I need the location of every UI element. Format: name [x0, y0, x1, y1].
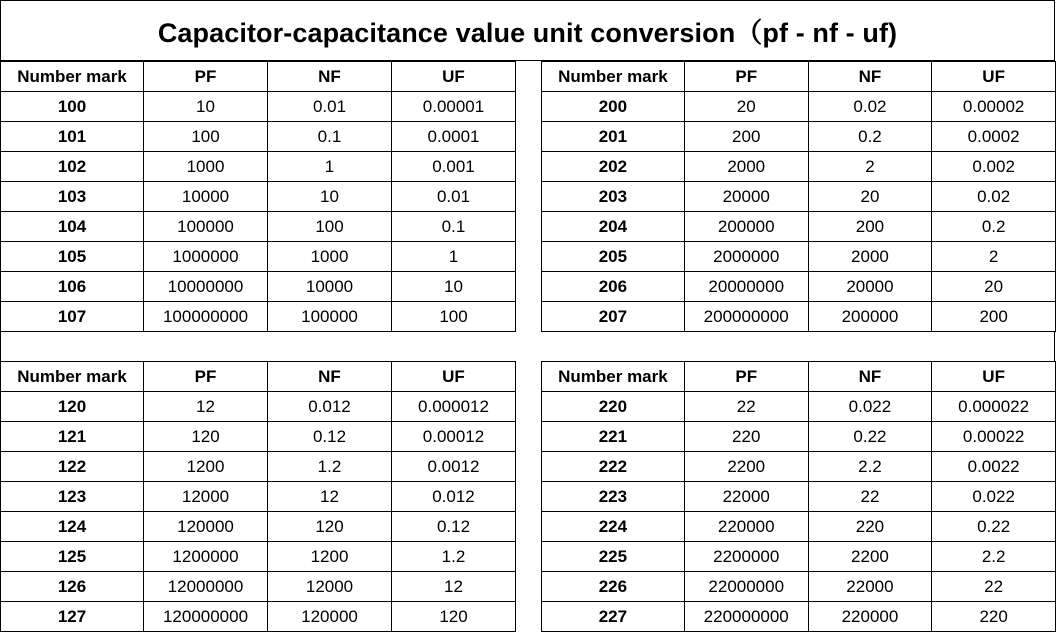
number-mark-cell: 223: [542, 482, 685, 512]
pf-cell: 1000: [144, 152, 268, 182]
table-row: [542, 452, 1056, 482]
column-header: UF: [932, 362, 1056, 392]
number-mark-cell: 106: [1, 272, 144, 302]
number-mark-cell: 204: [542, 212, 685, 242]
nf-cell: 10000: [268, 272, 392, 302]
table-row: [542, 602, 1056, 632]
table-row: [1, 422, 516, 452]
uf-cell: 2: [932, 242, 1056, 272]
nf-cell: 20000: [808, 272, 932, 302]
pf-cell: 1000000: [144, 242, 268, 272]
number-mark-cell: 226: [542, 572, 685, 602]
pf-cell: 12000: [144, 482, 268, 512]
number-mark-cell: 100: [1, 92, 144, 122]
page-title: Capacitor-capacitance value unit conversion（pf - nf - uf): [157, 18, 898, 48]
nf-cell: 1200: [268, 542, 392, 572]
uf-cell: 0.22: [932, 512, 1056, 542]
number-mark-cell: 203: [542, 182, 685, 212]
uf-cell: 0.00001: [392, 92, 516, 122]
column-header: Number mark: [1, 362, 144, 392]
column-header: NF: [808, 362, 932, 392]
nf-cell: 220: [808, 512, 932, 542]
nf-cell: 0.012: [268, 392, 392, 422]
pf-cell: 220000000: [684, 602, 808, 632]
table-header-row: [1, 362, 516, 392]
pf-cell: 20000000: [684, 272, 808, 302]
number-mark-cell: 122: [1, 452, 144, 482]
table-row: [1, 212, 516, 242]
table-header-row: [1, 62, 516, 92]
nf-cell: 2.2: [808, 452, 932, 482]
table-row: [542, 512, 1056, 542]
number-mark-cell: 201: [542, 122, 685, 152]
nf-cell: 100: [268, 212, 392, 242]
number-mark-cell: 205: [542, 242, 685, 272]
pf-cell: 120: [144, 422, 268, 452]
column-header: NF: [268, 62, 392, 92]
column-header: PF: [684, 362, 808, 392]
pf-cell: 2000: [684, 152, 808, 182]
column-header: PF: [684, 62, 808, 92]
pf-cell: 12000000: [144, 572, 268, 602]
table-row: [542, 152, 1056, 182]
uf-cell: 0.2: [932, 212, 1056, 242]
table-row: [542, 212, 1056, 242]
number-mark-cell: 125: [1, 542, 144, 572]
table-row: [1, 242, 516, 272]
table-row: [542, 302, 1056, 332]
nf-cell: 2: [808, 152, 932, 182]
nf-cell: 22: [808, 482, 932, 512]
table-row: [1, 392, 516, 422]
table-row: [1, 92, 516, 122]
number-mark-cell: 120: [1, 392, 144, 422]
table-row: [1, 482, 516, 512]
table-row: [542, 122, 1056, 152]
uf-cell: 0.00002: [932, 92, 1056, 122]
uf-cell: 0.0001: [392, 122, 516, 152]
number-mark-cell: 222: [542, 452, 685, 482]
nf-cell: 1.2: [268, 452, 392, 482]
table-row: [542, 392, 1056, 422]
uf-cell: 10: [392, 272, 516, 302]
nf-cell: 0.12: [268, 422, 392, 452]
number-mark-cell: 101: [1, 122, 144, 152]
conversion-table-100-series: [0, 61, 516, 332]
number-mark-cell: 221: [542, 422, 685, 452]
pf-cell: 220: [684, 422, 808, 452]
uf-cell: 0.00022: [932, 422, 1056, 452]
table-row: [542, 92, 1056, 122]
table-row: [1, 512, 516, 542]
pf-cell: 20: [684, 92, 808, 122]
nf-cell: 0.02: [808, 92, 932, 122]
conversion-table-220-series: [541, 361, 1056, 632]
uf-cell: 100: [392, 302, 516, 332]
uf-cell: 0.1: [392, 212, 516, 242]
pf-cell: 120000: [144, 512, 268, 542]
uf-cell: 0.001: [392, 152, 516, 182]
table-row: [542, 422, 1056, 452]
table-row: [1, 182, 516, 212]
title-box: [0, 0, 1055, 61]
nf-cell: 200000: [808, 302, 932, 332]
nf-cell: 0.2: [808, 122, 932, 152]
uf-cell: 0.0022: [932, 452, 1056, 482]
pf-cell: 22: [684, 392, 808, 422]
uf-cell: 120: [392, 602, 516, 632]
table-row: [542, 542, 1056, 572]
conversion-table-120-series: [0, 361, 516, 632]
pf-cell: 22000000: [684, 572, 808, 602]
uf-cell: 0.000022: [932, 392, 1056, 422]
column-header: UF: [392, 62, 516, 92]
table-row: [542, 242, 1056, 272]
uf-cell: 0.02: [932, 182, 1056, 212]
nf-cell: 200: [808, 212, 932, 242]
table-row: [542, 572, 1056, 602]
uf-cell: 0.00012: [392, 422, 516, 452]
nf-cell: 0.22: [808, 422, 932, 452]
conversion-table-200-series: [541, 61, 1056, 332]
uf-cell: 0.0002: [932, 122, 1056, 152]
uf-cell: 0.01: [392, 182, 516, 212]
pf-cell: 2000000: [684, 242, 808, 272]
pf-cell: 20000: [684, 182, 808, 212]
number-mark-cell: 124: [1, 512, 144, 542]
nf-cell: 100000: [268, 302, 392, 332]
number-mark-cell: 206: [542, 272, 685, 302]
pf-cell: 12: [144, 392, 268, 422]
nf-cell: 120: [268, 512, 392, 542]
column-header: NF: [808, 62, 932, 92]
pf-cell: 200000000: [684, 302, 808, 332]
number-mark-cell: 202: [542, 152, 685, 182]
pf-cell: 100000: [144, 212, 268, 242]
uf-cell: 0.002: [932, 152, 1056, 182]
pf-cell: 200000: [684, 212, 808, 242]
nf-cell: 2000: [808, 242, 932, 272]
pf-cell: 22000: [684, 482, 808, 512]
pf-cell: 1200000: [144, 542, 268, 572]
nf-cell: 0.01: [268, 92, 392, 122]
table-row: [1, 542, 516, 572]
column-header: PF: [144, 62, 268, 92]
uf-cell: 0.0012: [392, 452, 516, 482]
uf-cell: 20: [932, 272, 1056, 302]
column-header: PF: [144, 362, 268, 392]
nf-cell: 220000: [808, 602, 932, 632]
number-mark-cell: 207: [542, 302, 685, 332]
uf-cell: 0.000012: [392, 392, 516, 422]
uf-cell: 0.022: [932, 482, 1056, 512]
table-row: [542, 272, 1056, 302]
uf-cell: 0.012: [392, 482, 516, 512]
number-mark-cell: 104: [1, 212, 144, 242]
number-mark-cell: 200: [542, 92, 685, 122]
uf-cell: 22: [932, 572, 1056, 602]
pf-cell: 200: [684, 122, 808, 152]
nf-cell: 12: [268, 482, 392, 512]
pf-cell: 120000000: [144, 602, 268, 632]
number-mark-cell: 220: [542, 392, 685, 422]
pf-cell: 10000000: [144, 272, 268, 302]
number-mark-cell: 121: [1, 422, 144, 452]
pf-cell: 100000000: [144, 302, 268, 332]
nf-cell: 20: [808, 182, 932, 212]
nf-cell: 0.1: [268, 122, 392, 152]
pf-cell: 10: [144, 92, 268, 122]
table-row: [1, 122, 516, 152]
uf-cell: 0.12: [392, 512, 516, 542]
number-mark-cell: 102: [1, 152, 144, 182]
number-mark-cell: 224: [542, 512, 685, 542]
table-row: [1, 602, 516, 632]
nf-cell: 1: [268, 152, 392, 182]
pf-cell: 100: [144, 122, 268, 152]
pf-cell: 1200: [144, 452, 268, 482]
table-row: [542, 482, 1056, 512]
pf-cell: 2200000: [684, 542, 808, 572]
column-header: UF: [932, 62, 1056, 92]
number-mark-cell: 105: [1, 242, 144, 272]
nf-cell: 12000: [268, 572, 392, 602]
nf-cell: 10: [268, 182, 392, 212]
table-row: [1, 452, 516, 482]
table-row: [1, 152, 516, 182]
column-header: UF: [392, 362, 516, 392]
table-row: [542, 182, 1056, 212]
section-divider: [0, 331, 1055, 361]
column-header: Number mark: [1, 62, 144, 92]
uf-cell: 200: [932, 302, 1056, 332]
table-header-row: [542, 62, 1056, 92]
table-row: [1, 272, 516, 302]
table-row: [1, 572, 516, 602]
table-row: [1, 302, 516, 332]
number-mark-cell: 123: [1, 482, 144, 512]
uf-cell: 12: [392, 572, 516, 602]
number-mark-cell: 127: [1, 602, 144, 632]
number-mark-cell: 103: [1, 182, 144, 212]
nf-cell: 2200: [808, 542, 932, 572]
uf-cell: 2.2: [932, 542, 1056, 572]
number-mark-cell: 225: [542, 542, 685, 572]
uf-cell: 1.2: [392, 542, 516, 572]
column-header: Number mark: [542, 362, 685, 392]
number-mark-cell: 107: [1, 302, 144, 332]
nf-cell: 22000: [808, 572, 932, 602]
column-header: Number mark: [542, 62, 685, 92]
pf-cell: 10000: [144, 182, 268, 212]
nf-cell: 0.022: [808, 392, 932, 422]
column-header: NF: [268, 362, 392, 392]
nf-cell: 1000: [268, 242, 392, 272]
uf-cell: 220: [932, 602, 1056, 632]
table-header-row: [542, 362, 1056, 392]
pf-cell: 220000: [684, 512, 808, 542]
uf-cell: 1: [392, 242, 516, 272]
nf-cell: 120000: [268, 602, 392, 632]
number-mark-cell: 126: [1, 572, 144, 602]
pf-cell: 2200: [684, 452, 808, 482]
number-mark-cell: 227: [542, 602, 685, 632]
